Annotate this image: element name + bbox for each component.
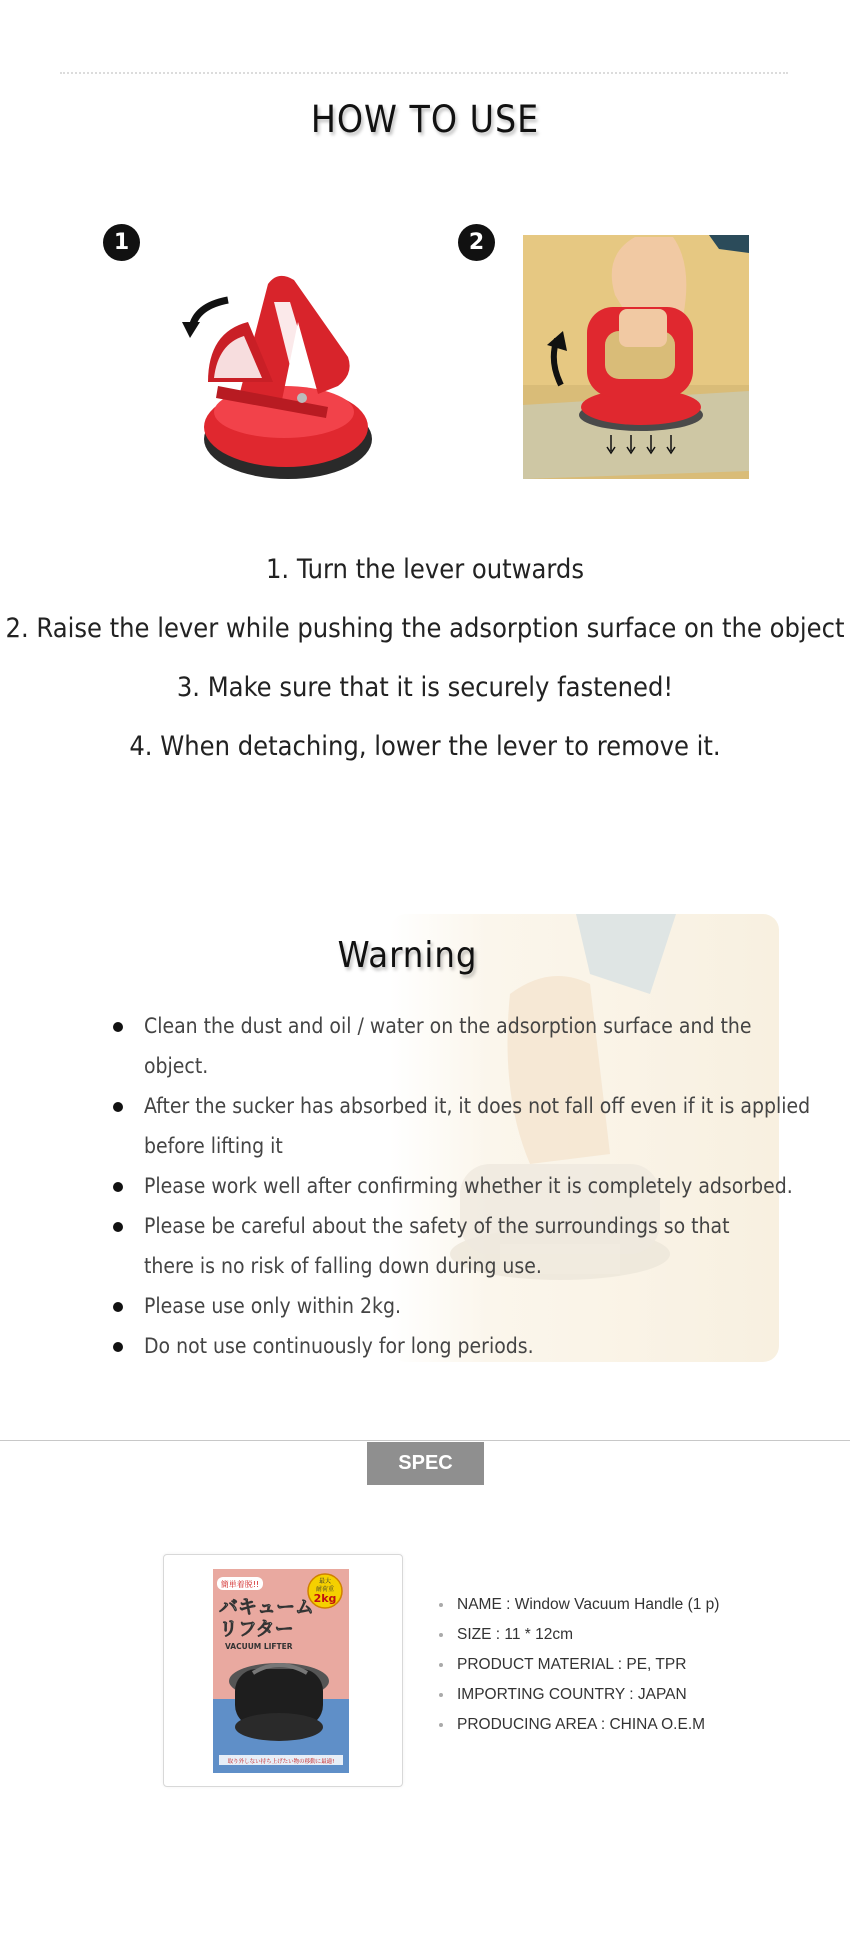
spec-divider	[0, 1440, 850, 1441]
step-text: 4. When detaching, lower the lever to remove it.	[129, 731, 721, 762]
spec-tab: SPEC	[367, 1442, 484, 1485]
product-package-image	[213, 1569, 349, 1773]
bullet-icon	[113, 1022, 123, 1032]
bullet-icon	[113, 1302, 123, 1312]
bullet-icon	[439, 1633, 443, 1637]
step-text: 3. Make sure that it is securely fastened!	[176, 672, 674, 703]
product-image-frame	[163, 1554, 403, 1787]
warning-title: Warning	[337, 935, 478, 976]
spec-list	[437, 1590, 719, 1740]
svg-text:バキューム: バキューム	[219, 1596, 315, 1618]
bullet-icon	[439, 1603, 443, 1607]
warning-item: Please use only within 2kg.	[112, 1286, 812, 1326]
warning-list	[112, 1006, 812, 1366]
svg-text:耐荷重: 耐荷重	[315, 1586, 335, 1593]
step-1-badge: 1	[103, 224, 140, 261]
bullet-icon	[113, 1222, 123, 1232]
step-text: 1. Turn the lever outwards	[265, 554, 585, 585]
svg-text:簡単着脱!!: 簡単着脱!!	[220, 1580, 260, 1589]
warning-item: Please work well after confirming whether it is completely adsorbed.	[112, 1166, 812, 1206]
vacuum-lifter-photo	[523, 235, 749, 479]
top-divider	[60, 72, 788, 74]
spec-item-producing-area: PRODUCING AREA : CHINA O.E.M	[437, 1710, 719, 1740]
bullet-icon	[439, 1663, 443, 1667]
step-2-badge: 2	[458, 224, 495, 261]
warning-item: Clean the dust and oil / water on the adsorption surface and the object.	[112, 1006, 812, 1086]
instruction-steps	[0, 540, 850, 776]
bullet-icon	[113, 1182, 123, 1192]
svg-text:VACUUM LIFTER: VACUUM LIFTER	[225, 1642, 293, 1651]
spec-item-material: PRODUCT MATERIAL : PE, TPR	[437, 1650, 719, 1680]
spec-item-size: SIZE : 11 * 12cm	[437, 1620, 719, 1650]
spec-item-name: NAME : Window Vacuum Handle (1 p)	[437, 1590, 719, 1620]
bullet-icon	[439, 1723, 443, 1727]
step-text: 2. Raise the lever while pushing the adsorption surface on the object	[5, 613, 845, 644]
warning-item: Do not use continuously for long periods.	[112, 1326, 812, 1366]
spec-item-importing-country: IMPORTING COUNTRY : JAPAN	[437, 1680, 719, 1710]
svg-text:リフター: リフター	[219, 1618, 294, 1640]
svg-text:最大: 最大	[318, 1578, 332, 1585]
warning-item: Please be careful about the safety of the surroundings so that there is no risk of falling down during use.	[112, 1206, 754, 1286]
how-to-use-title: HOW TO USE	[310, 98, 540, 141]
bullet-icon	[113, 1102, 123, 1112]
svg-text:2kg: 2kg	[313, 1592, 337, 1605]
warning-item: After the sucker has absorbed it, it does not fall off even if it is applied before lifting it	[112, 1086, 812, 1166]
vacuum-lifter-illustration	[178, 262, 378, 492]
bullet-icon	[113, 1342, 123, 1352]
svg-text:取り外しない持ち上げたい物の移動に最適!: 取り外しない持ち上げたい物の移動に最適!	[227, 1759, 335, 1765]
bullet-icon	[439, 1693, 443, 1697]
